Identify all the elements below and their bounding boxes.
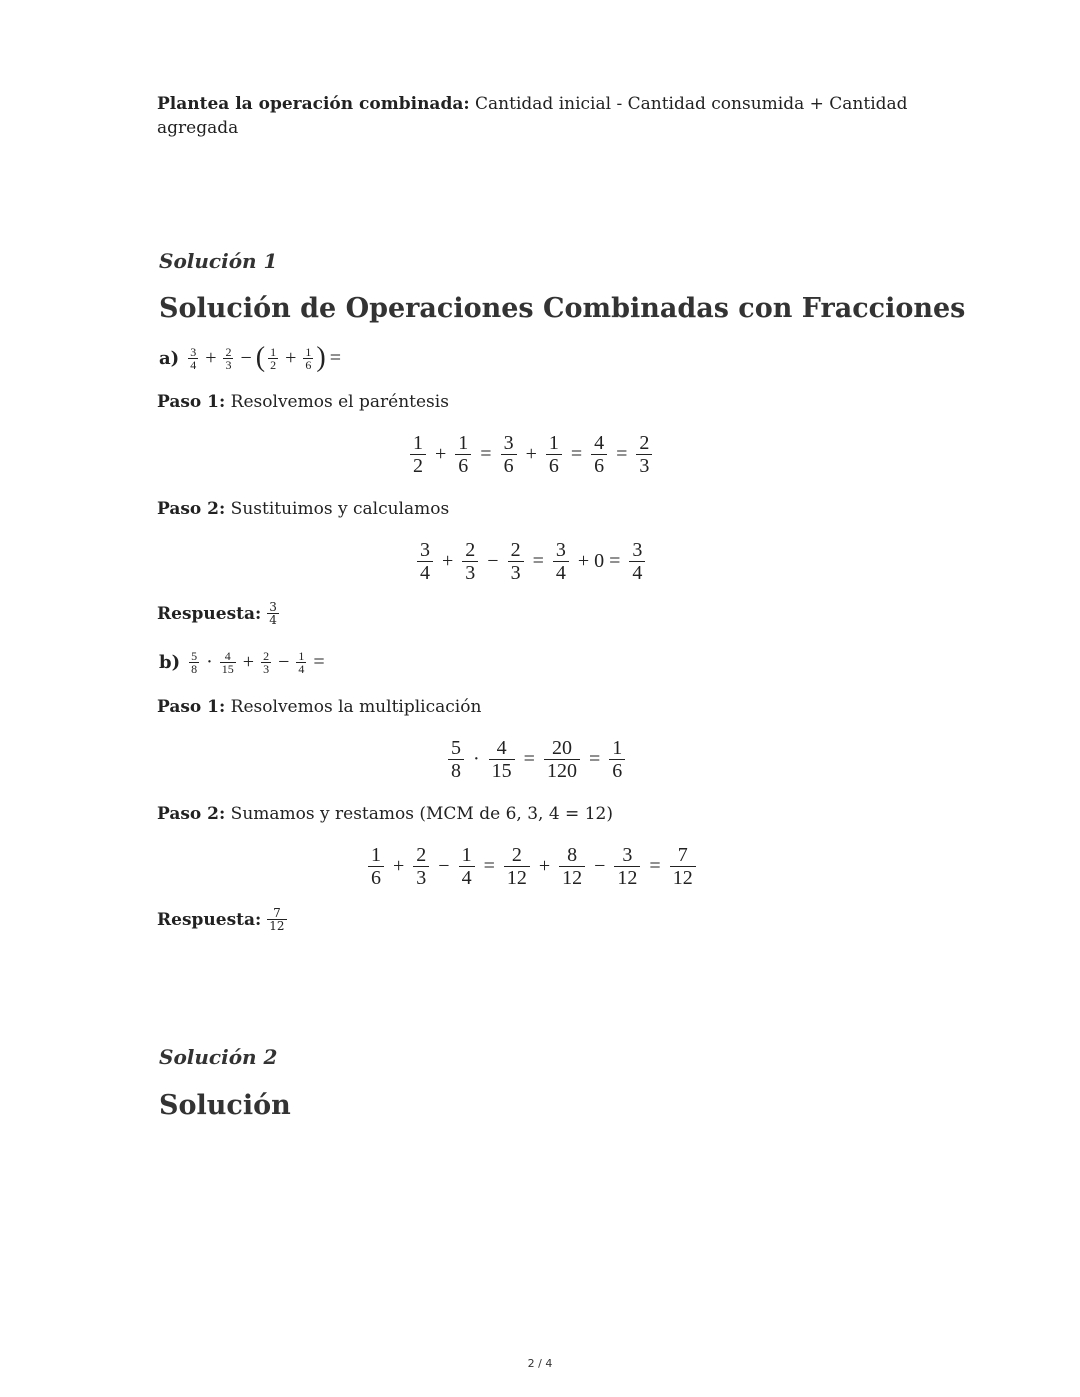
denominator: 6: [546, 454, 562, 477]
math-operator: =: [523, 748, 535, 770]
denominator: 4: [629, 561, 645, 584]
fraction: $\frac{5}{8}$: [191, 649, 198, 676]
denominator: 15: [489, 759, 515, 782]
fraction: [591, 432, 607, 477]
solution-1-title: Solución de Operaciones Combinadas con Fracciones: [159, 293, 966, 324]
exercise-b-label: b): [159, 652, 181, 673]
fraction: [413, 844, 429, 889]
exercise-b-step-1: Paso 1: Resolvemos la multiplicación: [157, 697, 482, 717]
fraction: [417, 539, 433, 584]
numerator: 1: [413, 432, 423, 454]
numerator: 2: [416, 844, 427, 866]
fraction: $\frac{2}{3}$: [263, 649, 270, 676]
math-operator: −: [487, 550, 499, 572]
exercise-a-label: a): [159, 347, 180, 369]
math-operator: +: [442, 550, 454, 572]
intro-bold: Plantea la operación combinada:: [157, 94, 470, 114]
fraction: [546, 432, 562, 477]
numerator: 8: [567, 844, 578, 866]
fraction: [489, 737, 515, 782]
denominator: 4: [459, 866, 475, 889]
fraction: [553, 539, 569, 584]
numerator: 3: [622, 844, 633, 866]
page-number: 2 / 4: [527, 1357, 553, 1370]
exercise-a: a) $\frac{3}{4}$ + $\frac{2}{3}$ − ( $\frac{1}{2}$ + $\frac{1}{6}$ ) =: [159, 342, 341, 373]
denominator: 2: [410, 454, 426, 477]
math-operator: +: [525, 443, 537, 465]
math-operator: =: [532, 550, 544, 572]
fraction: $\frac{4}{15}$: [221, 649, 234, 676]
exercise-a-step-2: Paso 2: Sustituimos y calculamos: [157, 499, 450, 519]
denominator: 3: [413, 866, 429, 889]
exercise-a-step-1: Paso 1: Resolvemos el paréntesis: [157, 392, 449, 412]
denominator: 12: [559, 866, 585, 889]
exercise-a-step-1-equation: [405, 432, 657, 477]
numerator: 2: [639, 432, 650, 454]
numerator: 3: [503, 432, 514, 454]
math-operator: =: [649, 855, 661, 877]
fraction: [459, 844, 475, 889]
fraction: [636, 432, 652, 477]
fraction: [448, 737, 464, 782]
numerator: 1: [458, 432, 469, 454]
math-operator: +: [435, 443, 447, 465]
denominator: 6: [368, 866, 384, 889]
math-operator: =: [616, 443, 628, 465]
fraction: [462, 539, 478, 584]
numerator: 2: [465, 539, 476, 561]
numerator: 3: [555, 539, 566, 561]
exercise-b-step-1-equation: [443, 737, 630, 782]
intro-text: [157, 92, 917, 140]
fraction: [501, 432, 517, 477]
fraction: $\frac{1}{4}$: [298, 649, 305, 676]
denominator: 12: [670, 866, 696, 889]
exercise-b: b) $\frac{5}{8}$ · $\frac{4}{15}$ + $\frac{2}{3}$ − $\frac{1}{4}$ =: [159, 649, 325, 676]
denominator: 12: [504, 866, 530, 889]
fraction: [609, 737, 625, 782]
numerator: 7: [677, 844, 688, 866]
exercise-a-answer: Respuesta: $\frac{3}{4}$: [157, 600, 277, 627]
numerator: 3: [632, 539, 643, 561]
math-operator: + 0 =: [577, 550, 621, 572]
numerator: 3: [420, 539, 430, 561]
denominator: 6: [591, 454, 607, 477]
math-operator: +: [393, 855, 405, 877]
solution-1-label: Solución 1: [159, 249, 278, 273]
math-operator: −: [438, 855, 450, 877]
denominator: 4: [553, 561, 569, 584]
fraction: [508, 539, 524, 584]
fraction: [559, 844, 585, 889]
denominator: 4: [417, 561, 433, 584]
fraction: [544, 737, 580, 782]
fraction: $\frac{2}{3}$: [225, 344, 232, 372]
numerator: 1: [461, 844, 472, 866]
exercise-a-step-2-equation: [412, 539, 650, 584]
denominator: 3: [462, 561, 478, 584]
fraction: [410, 432, 426, 477]
numerator: 1: [371, 844, 381, 866]
denominator: 6: [501, 454, 517, 477]
answer-fraction: $\frac{3}{4}$: [269, 600, 277, 627]
fraction: [629, 539, 645, 584]
denominator: 3: [508, 561, 524, 584]
denominator: 8: [448, 759, 464, 782]
denominator: 120: [544, 759, 580, 782]
solution-2-title: Solución: [159, 1090, 291, 1121]
answer-fraction: $\frac{7}{12}$: [269, 906, 285, 933]
math-operator: =: [483, 855, 495, 877]
intro-body: Cantidad inicial - Cantidad consumida + Cantidad agregada: [157, 94, 908, 138]
denominator: 6: [455, 454, 471, 477]
math-operator: =: [570, 443, 583, 465]
fraction: [455, 432, 471, 477]
numerator: 4: [496, 737, 507, 759]
math-operator: +: [538, 855, 551, 877]
fraction: $\frac{1}{6}$: [305, 344, 312, 372]
numerator: 4: [594, 432, 605, 454]
denominator: 12: [614, 866, 640, 889]
math-operator: −: [594, 855, 606, 877]
numerator: 5: [451, 737, 461, 759]
fraction: [504, 844, 530, 889]
exercise-b-answer: Respuesta: $\frac{7}{12}$: [157, 906, 285, 933]
fraction: $\frac{3}{4}$: [190, 344, 197, 372]
denominator: 6: [609, 759, 625, 782]
math-operator: =: [588, 748, 601, 770]
numerator: 20: [551, 737, 572, 759]
numerator: 2: [510, 539, 521, 561]
math-operator: =: [480, 443, 492, 465]
fraction: [368, 844, 384, 889]
fraction: $\frac{1}{2}$: [270, 344, 277, 372]
solution-2-label: Solución 2: [159, 1045, 278, 1069]
exercise-b-step-2-equation: [363, 844, 701, 889]
fraction: [670, 844, 696, 889]
denominator: 3: [636, 454, 652, 477]
numerator: 1: [612, 737, 623, 759]
numerator: 2: [511, 844, 522, 866]
exercise-b-step-2: Paso 2: Sumamos y restamos (MCM de 6, 3, 4 = 12): [157, 804, 613, 824]
math-operator: ·: [473, 748, 480, 770]
numerator: 1: [548, 432, 559, 454]
fraction: [614, 844, 640, 889]
